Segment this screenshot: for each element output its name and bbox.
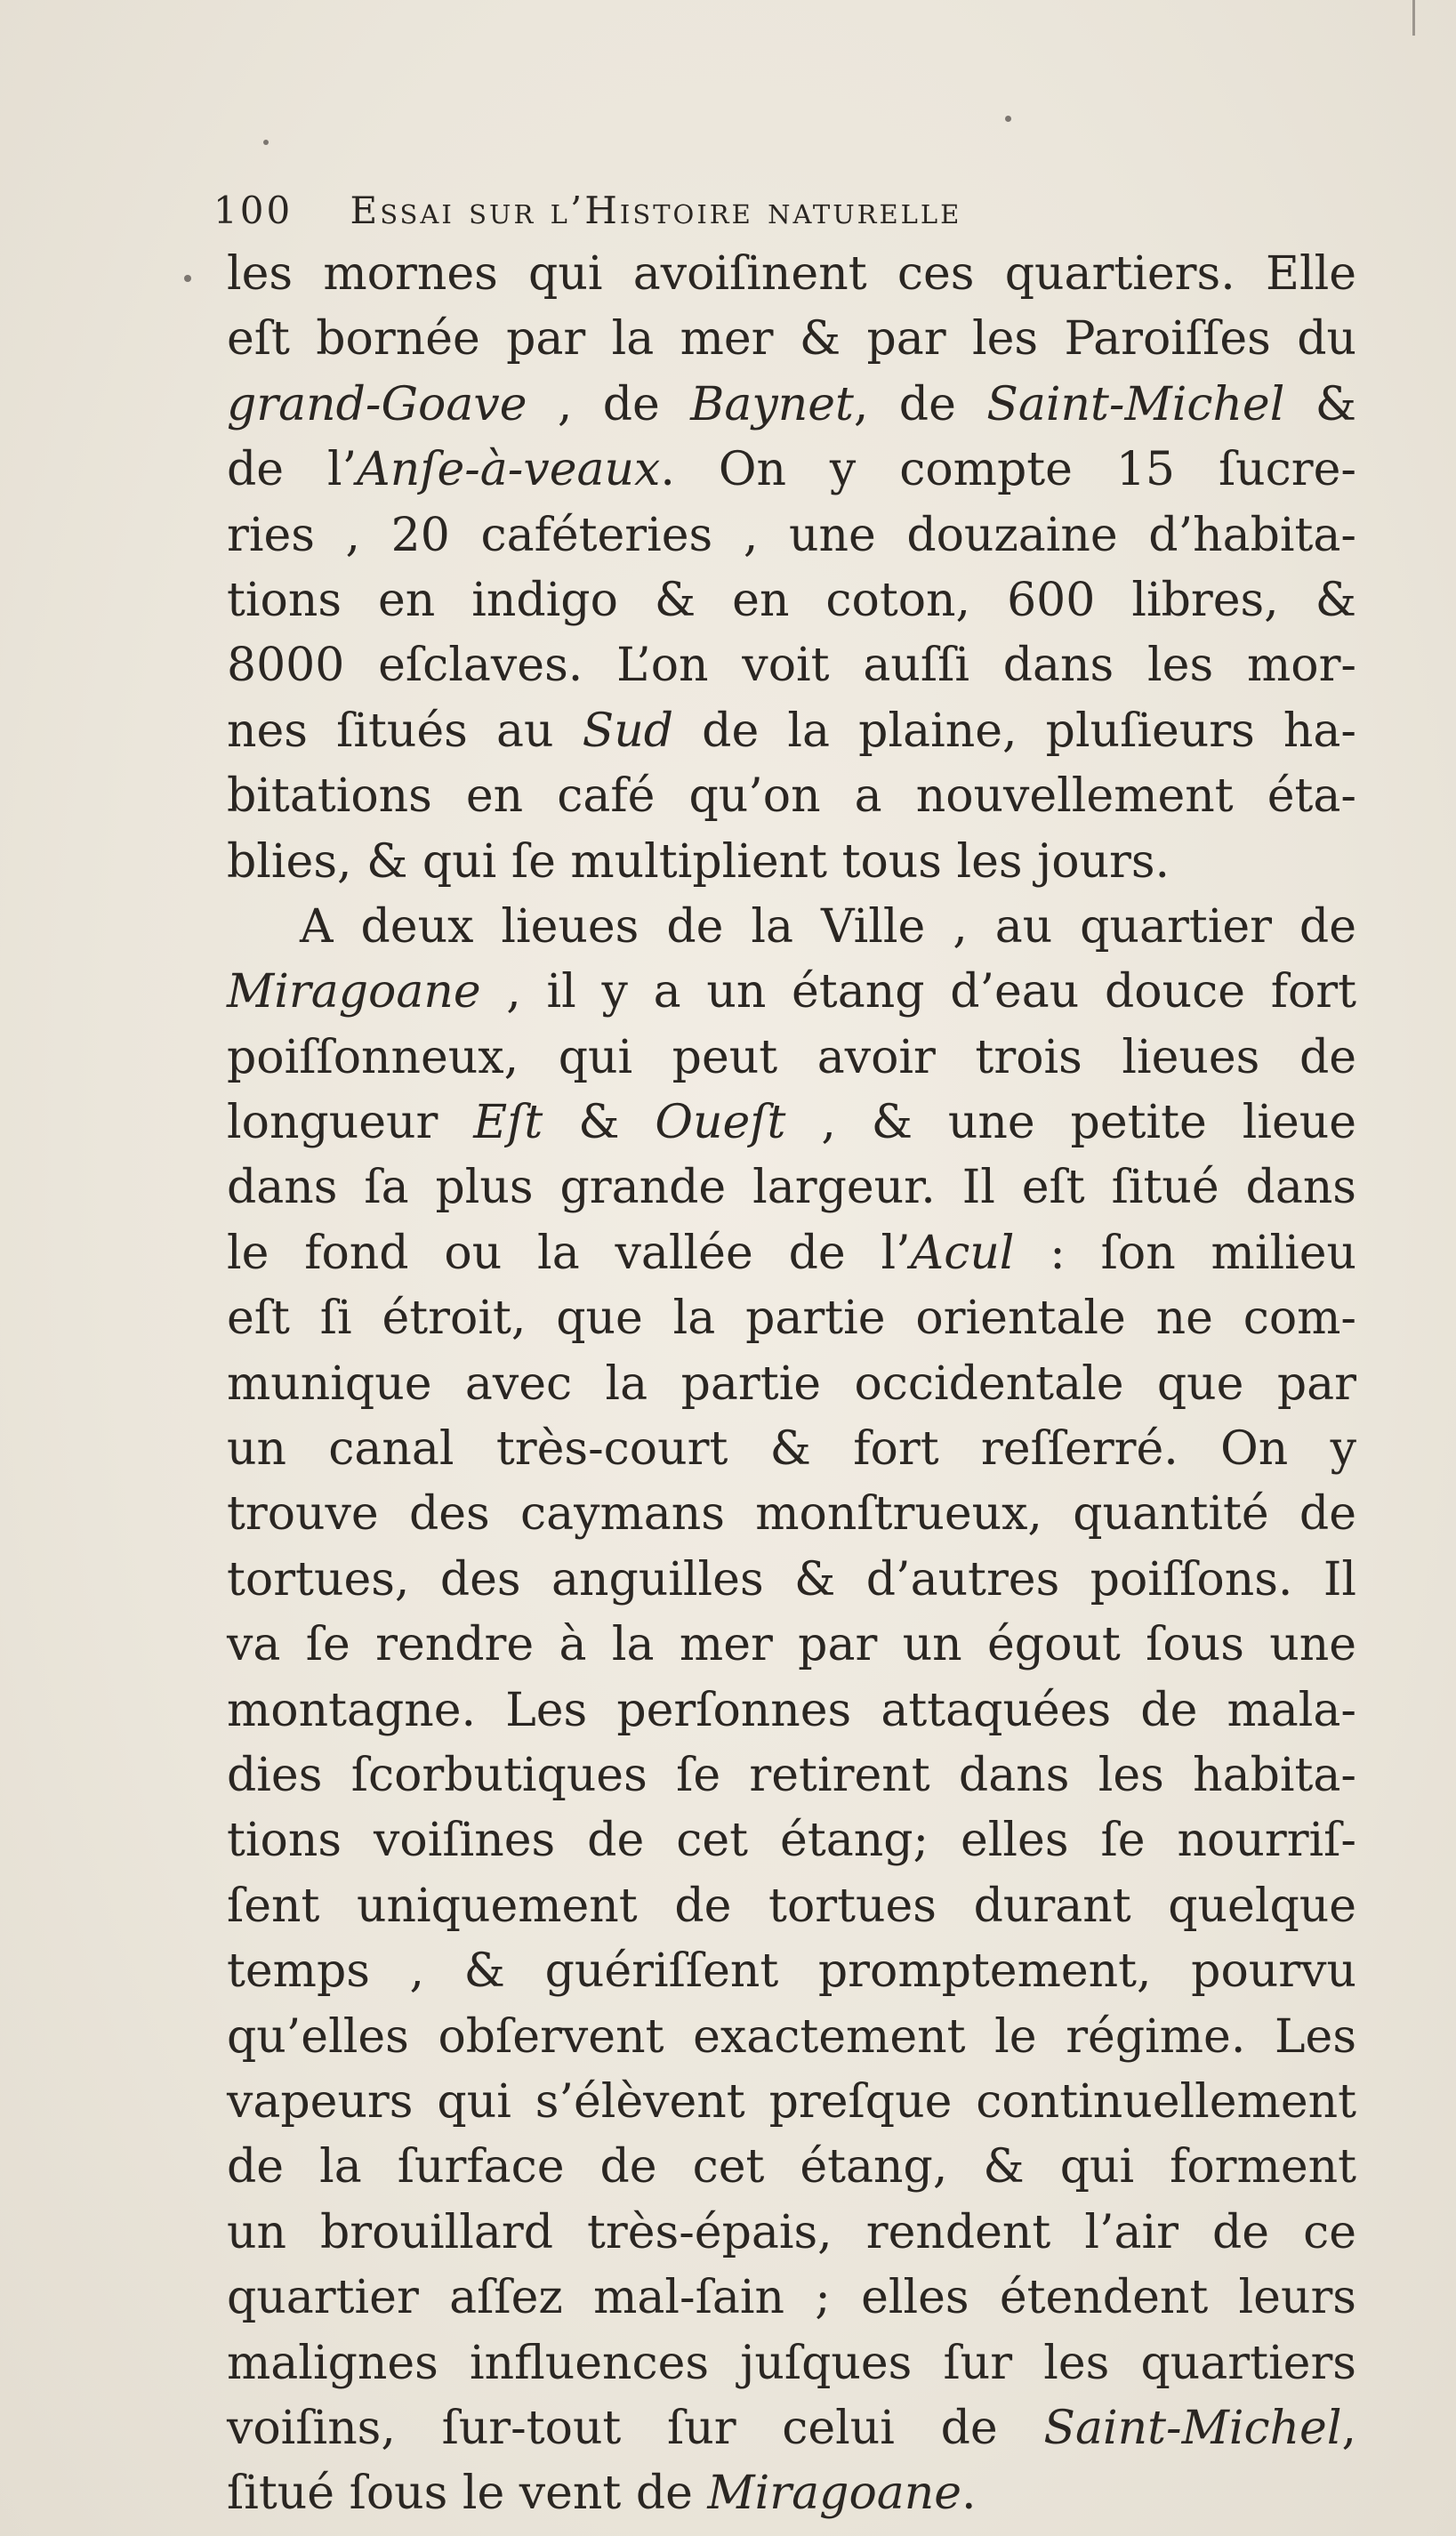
text-line <box>227 2461 1356 2526</box>
italic-term: Miragoane <box>227 965 481 1019</box>
text-line <box>227 960 1356 1025</box>
text-line <box>227 373 1356 438</box>
text-run: longueur <box>227 1096 474 1150</box>
italic-term: Miragoane <box>707 2467 962 2521</box>
text-run: . On y compte 15 ſucre- <box>660 443 1357 497</box>
text-line <box>227 2396 1356 2461</box>
italic-term: Eſt <box>473 1096 543 1150</box>
ink-speck <box>184 275 191 282</box>
text-run: , il y a un étang d’eau douce fort <box>480 965 1356 1019</box>
italic-term: Sud <box>582 704 674 758</box>
italic-term: Saint-Michel <box>1043 2401 1342 2455</box>
text-line: eſt ſi étroit, que la partie orientale ne com- <box>227 1292 1356 1346</box>
text-run: de l’ <box>227 443 358 497</box>
text-line: qu’elles obſervent exactement le régime. Les <box>227 2009 1356 2064</box>
text-run: . <box>961 2467 977 2521</box>
text-line: ries , 20 caféteries , une douzaine d’habita- <box>227 508 1356 562</box>
text-run: , <box>1341 2401 1356 2455</box>
italic-term: Acul <box>910 1226 1015 1280</box>
text-line <box>227 699 1356 764</box>
text-line: eſt bornée par la mer & par les Paroiſſes du <box>227 312 1356 366</box>
text-line: 8000 eſclaves. L’on voit auſſi dans les mor- <box>227 639 1356 693</box>
body-text <box>227 242 1356 2527</box>
text-run: le fond ou la vallée de l’ <box>227 1226 911 1280</box>
text-run: , de <box>527 377 691 431</box>
text-line: de la ſurface de cet étang, & qui forment <box>227 2140 1356 2194</box>
text-run: & <box>543 1096 656 1150</box>
text-line: munique avec la partie occidentale que par <box>227 1357 1356 1411</box>
running-title: Essai sur l’Histoire naturelle <box>350 189 962 232</box>
text-line: A deux lieues de la Ville , au quartier de <box>300 899 1356 954</box>
text-line: dies ſcorbutiques ſe retirent dans les habita- <box>227 1748 1356 1802</box>
text-line: vapeurs qui s’élèvent preſque continuellement <box>227 2074 1356 2129</box>
text-line: dans ſa plus grande largeur. Il eſt ſitué dans <box>227 1161 1356 1215</box>
italic-term: grand-Goave <box>227 377 527 431</box>
text-run: , de <box>853 377 987 431</box>
page-number: 100 <box>213 189 294 232</box>
text-line: temps , & guériſſent promptement, pourvu <box>227 1944 1356 1999</box>
ink-speck <box>1005 116 1011 122</box>
text-line: un canal très-court & fort reſſerré. On y <box>227 1422 1356 1477</box>
text-line: tions voiſines de cet étang; elles ſe nourriſ- <box>227 1814 1356 1868</box>
italic-term: Saint-Michel <box>986 377 1285 431</box>
text-run: , & une petite lieue <box>785 1096 1356 1150</box>
text-line: poiſſonneux, qui peut avoir trois lieues de <box>227 1030 1356 1084</box>
text-line <box>227 1091 1356 1155</box>
text-line: tions en indigo & en coton, 600 libres, & <box>227 573 1356 627</box>
text-run: ſitué ſous le vent de <box>227 2467 708 2521</box>
italic-term: Oueſt <box>655 1096 786 1150</box>
text-line: quartier aſſez mal-ſain ; elles étendent leurs <box>227 2271 1356 2325</box>
text-run: & <box>1284 377 1356 431</box>
text-line: blies, & qui ſe multiplient tous les jours. <box>227 834 1170 889</box>
text-line: va ſe rendre à la mer par un égout ſous une <box>227 1618 1356 1672</box>
text-line: tortues, des anguilles & d’autres poiſſons. Il <box>227 1552 1356 1606</box>
text-run: nes ſitués au <box>227 704 583 758</box>
text-line: trouve des caymans monſtrueux, quantité de <box>227 1487 1356 1542</box>
text-line: bitations en café qu’on a nouvellement éta- <box>227 769 1356 824</box>
page-edge-mark <box>1412 0 1415 36</box>
running-header <box>213 189 1210 242</box>
text-line: les mornes qui avoiſinent ces quartiers. Elle <box>227 247 1356 301</box>
ink-speck <box>263 140 269 145</box>
text-run: voiſins, ſur-tout ſur celui de <box>227 2401 1044 2455</box>
text-line: un brouillard très-épais, rendent l’air de ce <box>227 2205 1356 2259</box>
italic-term: Baynet <box>690 377 854 431</box>
italic-term: Anſe-à-veaux <box>357 443 661 497</box>
text-line: malignes influences juſques ſur les quartiers <box>227 2336 1356 2390</box>
text-line: montagne. Les perſonnes attaquées de mala- <box>227 1683 1356 1737</box>
text-run: : ſon milieu <box>1014 1226 1356 1280</box>
text-run: de la plaine, pluſieurs ha- <box>673 704 1356 758</box>
text-line <box>227 438 1356 503</box>
text-line <box>227 1221 1356 1286</box>
text-line: ſent uniquement de tortues durant quelque <box>227 1879 1356 1933</box>
